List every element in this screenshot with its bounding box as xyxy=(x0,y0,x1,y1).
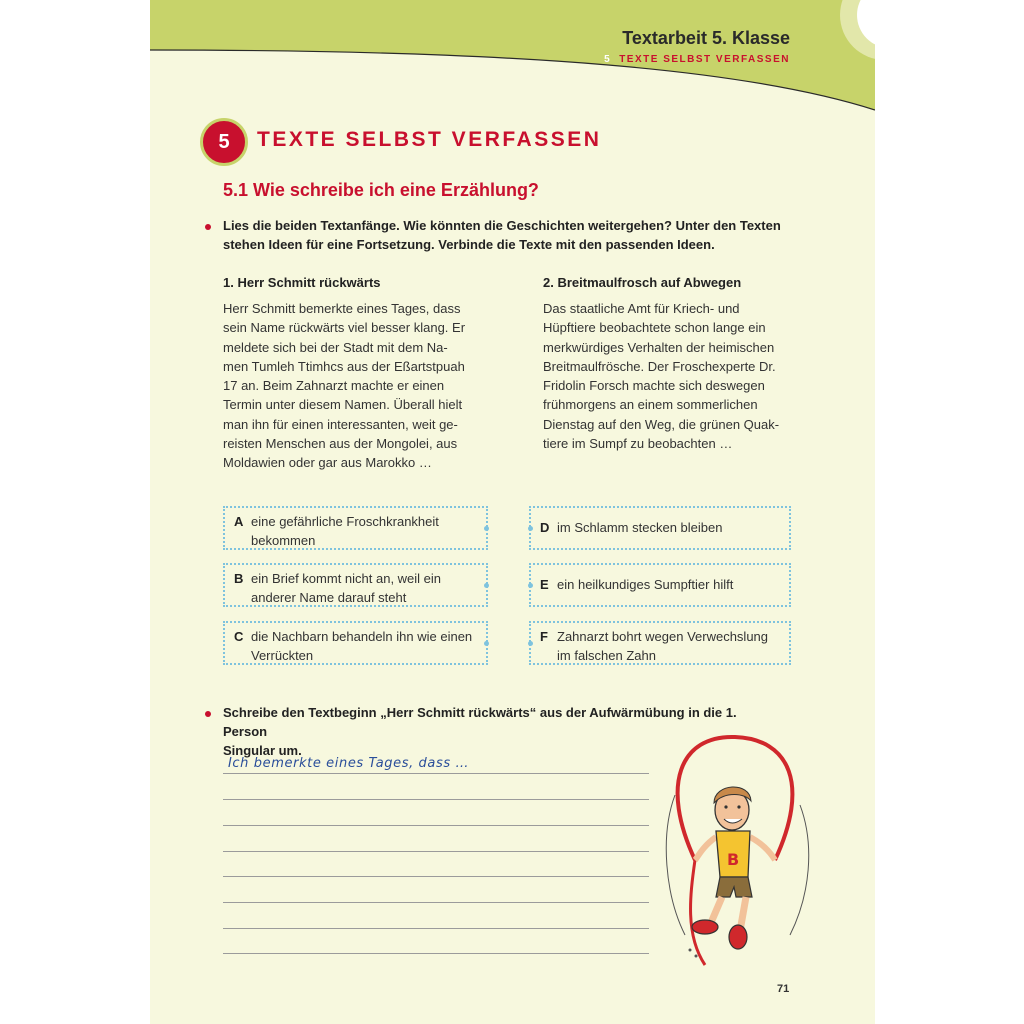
idea-text: ein Brief kommt nicht an, weil ein anderer Name darauf steht xyxy=(251,571,442,605)
connector-dot[interactable] xyxy=(528,583,533,588)
connector-dot[interactable] xyxy=(484,583,489,588)
story-1-title: 1. Herr Schmitt rückwärts xyxy=(223,275,381,290)
idea-box-a[interactable] xyxy=(223,506,488,550)
story-2 xyxy=(543,275,813,453)
idea-letter: C xyxy=(234,629,244,644)
idea-text: die Nachbarn behandeln ihn wie einen Verrückten xyxy=(251,629,473,663)
writing-line[interactable] xyxy=(223,928,649,929)
story-2-body: Das staatliche Amt für Kriech- und Hüpftiere beobachtete schon lange ein merkwürdiges Verhalten der heimischen Breitmaulfrösche. Der Froschexperte Dr. Fridolin Forsch machte sich deswegen frühmorgens an einem sommerlichen Dienstag auf den Weg, die grünen Quak- tiere im Sumpf zu beobachten … xyxy=(543,301,780,452)
idea-box-f[interactable] xyxy=(529,621,791,665)
writing-line[interactable] xyxy=(223,876,649,877)
handwritten-example: Ich bemerkte eines Tages, dass … xyxy=(228,756,470,771)
task2-line-2: Singular um. xyxy=(223,743,302,758)
section-title: 5.1 Wie schreibe ich eine Erzählung? xyxy=(223,180,539,200)
connector-dot[interactable] xyxy=(484,526,489,531)
task2-bullet xyxy=(205,711,211,717)
header-title: Textarbeit 5. Klasse xyxy=(622,28,790,48)
idea-letter: D xyxy=(540,520,550,535)
idea-text: Zahnarzt bohrt wegen Verwechslung im falschen Zahn xyxy=(557,629,769,663)
story-1-body: Herr Schmitt bemerkte eines Tages, dass sein Name rückwärts viel besser klang. Er meldete sich bei der Stadt mit dem Na- men Tumleh Ttimhcs aus der Eßartstpuah 17 an. Beim Zahnarzt machte er einen Termin unter diesem Namen. Überall hielt man ihn für einen interessanten, weit ge- reisten Menschen aus der Mongolei, aus Moldawien oder gar aus Marokko … xyxy=(223,301,466,471)
idea-letter: B xyxy=(234,571,244,586)
writing-line[interactable] xyxy=(223,953,649,954)
writing-line[interactable] xyxy=(223,799,649,800)
task1-instruction xyxy=(223,216,783,254)
writing-line[interactable] xyxy=(223,851,649,852)
task2-line-1: Schreibe den Textbeginn „Herr Schmitt rückwärts“ aus der Aufwärmübung in die 1. Person xyxy=(223,705,737,739)
idea-box-b[interactable] xyxy=(223,563,488,607)
task1-line-2: stehen Ideen für eine Fortsetzung. Verbinde die Texte mit den passenden Ideen. xyxy=(223,237,715,252)
idea-text: eine gefährliche Froschkrankheit bekommen xyxy=(251,514,439,548)
idea-box-c[interactable] xyxy=(223,621,488,665)
story-1 xyxy=(223,275,493,473)
workbook-page xyxy=(150,0,875,1024)
chapter-number-badge: 5 xyxy=(200,118,248,166)
writing-line[interactable] xyxy=(223,902,649,903)
idea-letter: E xyxy=(540,577,549,592)
header-chapter-text: TEXTE SELBST VERFASSEN xyxy=(619,54,790,65)
idea-text: im Schlamm stecken bleiben xyxy=(557,520,723,535)
task1-line-1: Lies die beiden Textanfänge. Wie könnten die Geschichten weitergehen? Unter den Texten xyxy=(223,218,781,233)
idea-letter: A xyxy=(234,514,244,529)
page-number: 71 xyxy=(777,983,790,995)
jump-rope-boy-illustration xyxy=(650,725,820,975)
story-2-title: 2. Breitmaulfrosch auf Abwegen xyxy=(543,275,742,290)
idea-text: ein heilkundiges Sumpftier hilft xyxy=(557,577,734,592)
connector-dot[interactable] xyxy=(484,641,489,646)
writing-line[interactable] xyxy=(223,773,649,774)
connector-dot[interactable] xyxy=(528,641,533,646)
chapter-title: TEXTE SELBST VERFASSEN xyxy=(257,128,602,151)
idea-box-e[interactable] xyxy=(529,563,791,607)
header-chapter-number: 5 xyxy=(604,54,612,65)
idea-letter: F xyxy=(540,629,548,644)
task1-bullet xyxy=(205,224,211,230)
connector-dot[interactable] xyxy=(528,526,533,531)
writing-line[interactable] xyxy=(223,825,649,826)
idea-box-d[interactable] xyxy=(529,506,791,550)
header-band xyxy=(150,0,875,130)
header-chapter-label xyxy=(604,54,790,65)
shirt-letter: B xyxy=(727,850,740,869)
